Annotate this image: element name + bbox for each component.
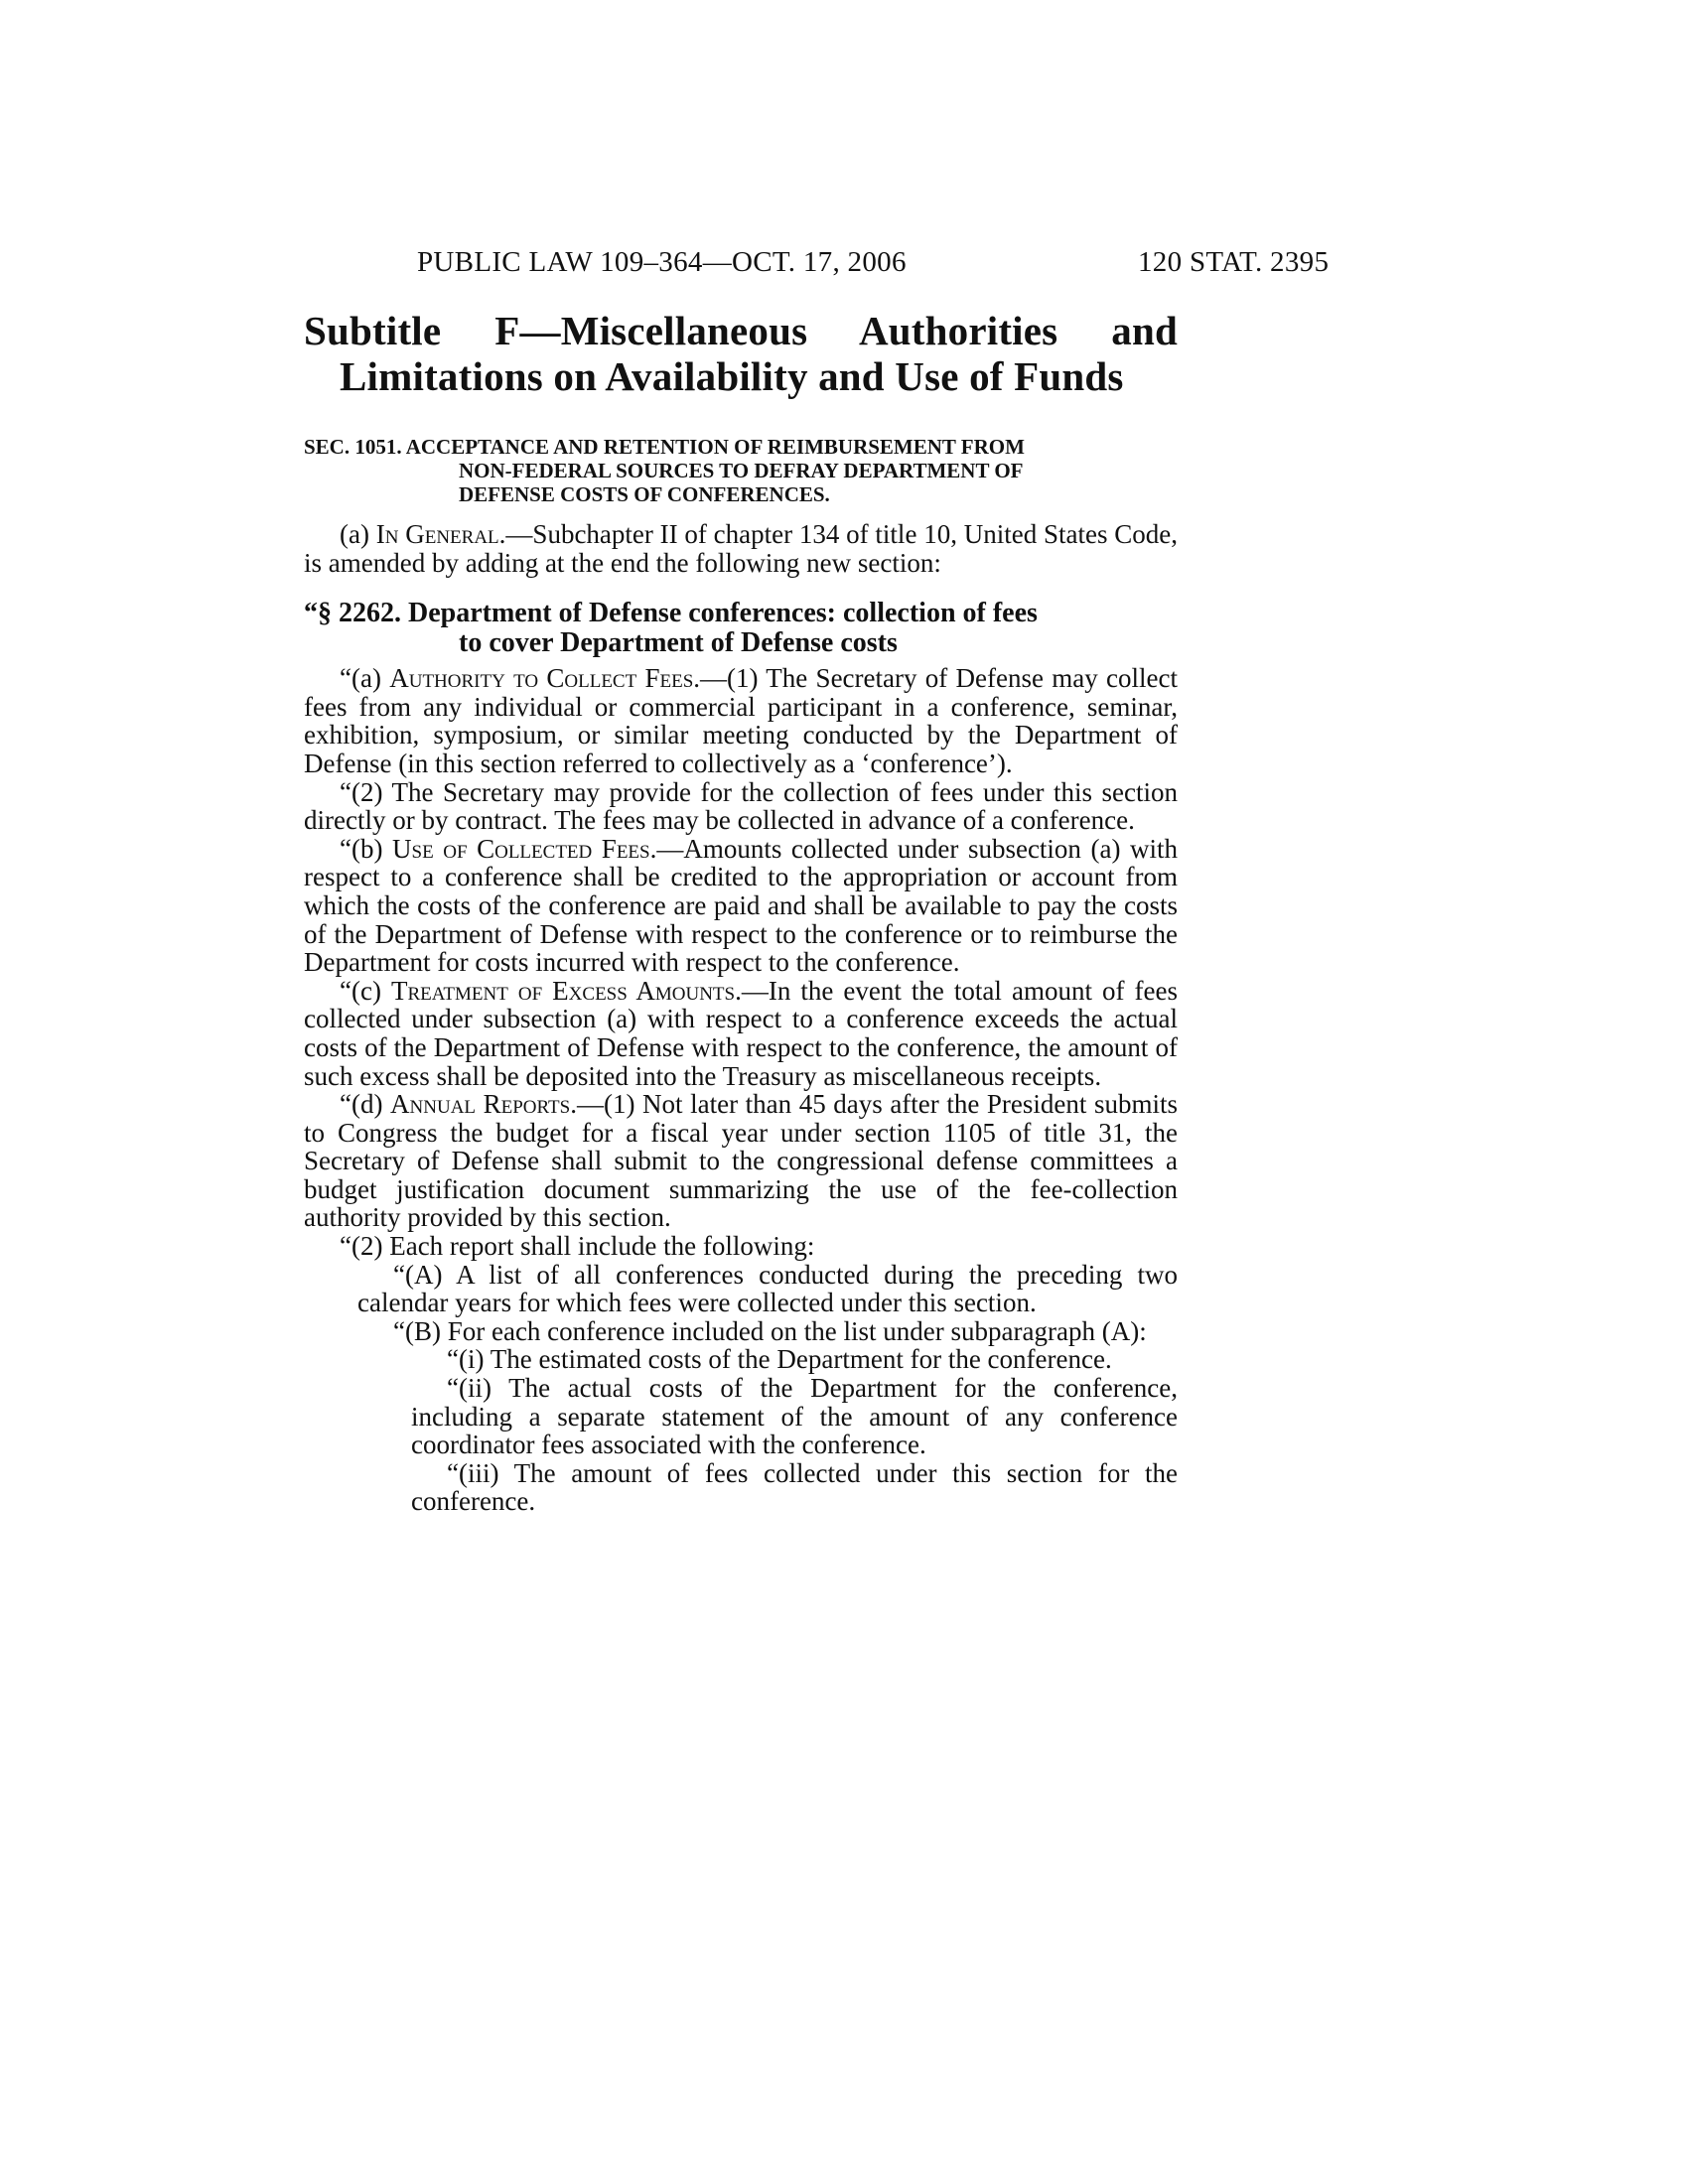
section-title-line-3: DEFENSE COSTS OF CONFERENCES. bbox=[459, 482, 830, 506]
paragraph-a2: “(2) The Secretary may provide for the collection of fees under this section directly or by contract. The fees may be collected in advance of a conference. bbox=[304, 776, 1178, 836]
paragraph-c bbox=[304, 977, 1178, 1090]
section-number: SEC. 1051. bbox=[304, 435, 402, 459]
paragraph-c-heading: Treatment of Excess Amounts bbox=[391, 975, 736, 1006]
paragraph-a-heading: Authority to Collect Fees bbox=[389, 663, 694, 694]
section-heading bbox=[304, 435, 1178, 506]
paragraph-d-heading: Annual Reports bbox=[390, 1089, 571, 1120]
paragraph-b bbox=[304, 835, 1178, 977]
paragraph-d-text: .—(1) Not later than 45 days after the President submits to Congress the budget for a fiscal year under section 1105 of title 31, the Secretary of Defense shall submit to the congressional defense committees a budget justification document summarizing the use of the fee-collection authority provided by this section. bbox=[304, 1089, 1178, 1233]
paragraph-c-label: “(c) bbox=[340, 975, 391, 1006]
document-body bbox=[304, 308, 1178, 1516]
paragraph-b-text: .—Amounts collected under subsection (a) with respect to a conference shall be credited to the appropriation or account from which the costs of the conference are paid and shall be available to pay the costs of the Department of Defense with respect to the conference or to reimburse the Department for costs incurred with respect to the conference. bbox=[304, 833, 1178, 978]
subsection-a-text: .—Subchapter II of chapter 134 of title 10, United States Code, is amended by adding at the end the following new section: bbox=[304, 519, 1178, 578]
subsection-a bbox=[304, 520, 1178, 577]
paragraph-b-label: “(b) bbox=[340, 833, 393, 864]
new-section-heading-line-1: “§ 2262. Department of Defense conferences: collection of fees bbox=[304, 598, 1038, 629]
subparagraph-A: “(A) A list of all conferences conducted during the preceding two calendar years for which fees were collected under this section. bbox=[357, 1259, 1178, 1318]
clause-i: “(i) The estimated costs of the Department for the conference. bbox=[447, 1344, 1112, 1375]
subsection-a-heading: In General bbox=[375, 519, 499, 549]
paragraph-b-heading: Use of Collected Fees bbox=[392, 833, 650, 864]
paragraph-c-text: .—In the event the total amount of fees collected under subsection (a) with respect to a conference exceeds the actual costs of the Department of Defense with respect to the conference, the amount of such excess shall be deposited into the Treasury as miscellaneous receipts. bbox=[304, 975, 1178, 1091]
subtitle-heading: Subtitle F—Miscellaneous Authorities and Limitations on Availability and Use of Funds bbox=[304, 308, 1178, 399]
paragraph-d-label: “(d) bbox=[340, 1089, 391, 1120]
paragraph-d bbox=[304, 1090, 1178, 1232]
clause-iii: “(iii) The amount of fees collected under this section for the conference. bbox=[411, 1457, 1178, 1517]
clause-ii: “(ii) The actual costs of the Department for the conference, including a separate statement of the amount of any conference coordinator fees associated with the conference. bbox=[411, 1373, 1178, 1460]
new-section-heading-line-2: to cover Department of Defense costs bbox=[459, 627, 898, 659]
subparagraph-B: “(B) For each conference included on the list under subparagraph (A): bbox=[393, 1315, 1147, 1346]
paragraph-a-label: “(a) bbox=[340, 663, 390, 694]
subsection-a-label: (a) bbox=[340, 519, 376, 549]
section-title-line-2: NON-FEDERAL SOURCES TO DEFRAY DEPARTMENT OF bbox=[459, 459, 1024, 482]
paragraph-d2: “(2) Each report shall include the following: bbox=[340, 1231, 815, 1262]
section-title-line-1: ACCEPTANCE AND RETENTION OF REIMBURSEMENT FROM bbox=[405, 435, 1025, 459]
paragraph-a bbox=[304, 664, 1178, 777]
public-law-citation: PUBLIC LAW 109–364—OCT. 17, 2006 bbox=[417, 246, 907, 278]
statutes-page-number: 120 STAT. 2395 bbox=[1138, 246, 1330, 278]
new-section-heading bbox=[304, 599, 1178, 658]
paragraph-a-text: .—(1) The Secretary of Defense may collect fees from any individual or commercial participant in a conference, seminar, exhibition, symposium, or similar meeting conducted by the Department of Defense (in this section referred to collectively as a ‘conference’). bbox=[304, 663, 1178, 778]
